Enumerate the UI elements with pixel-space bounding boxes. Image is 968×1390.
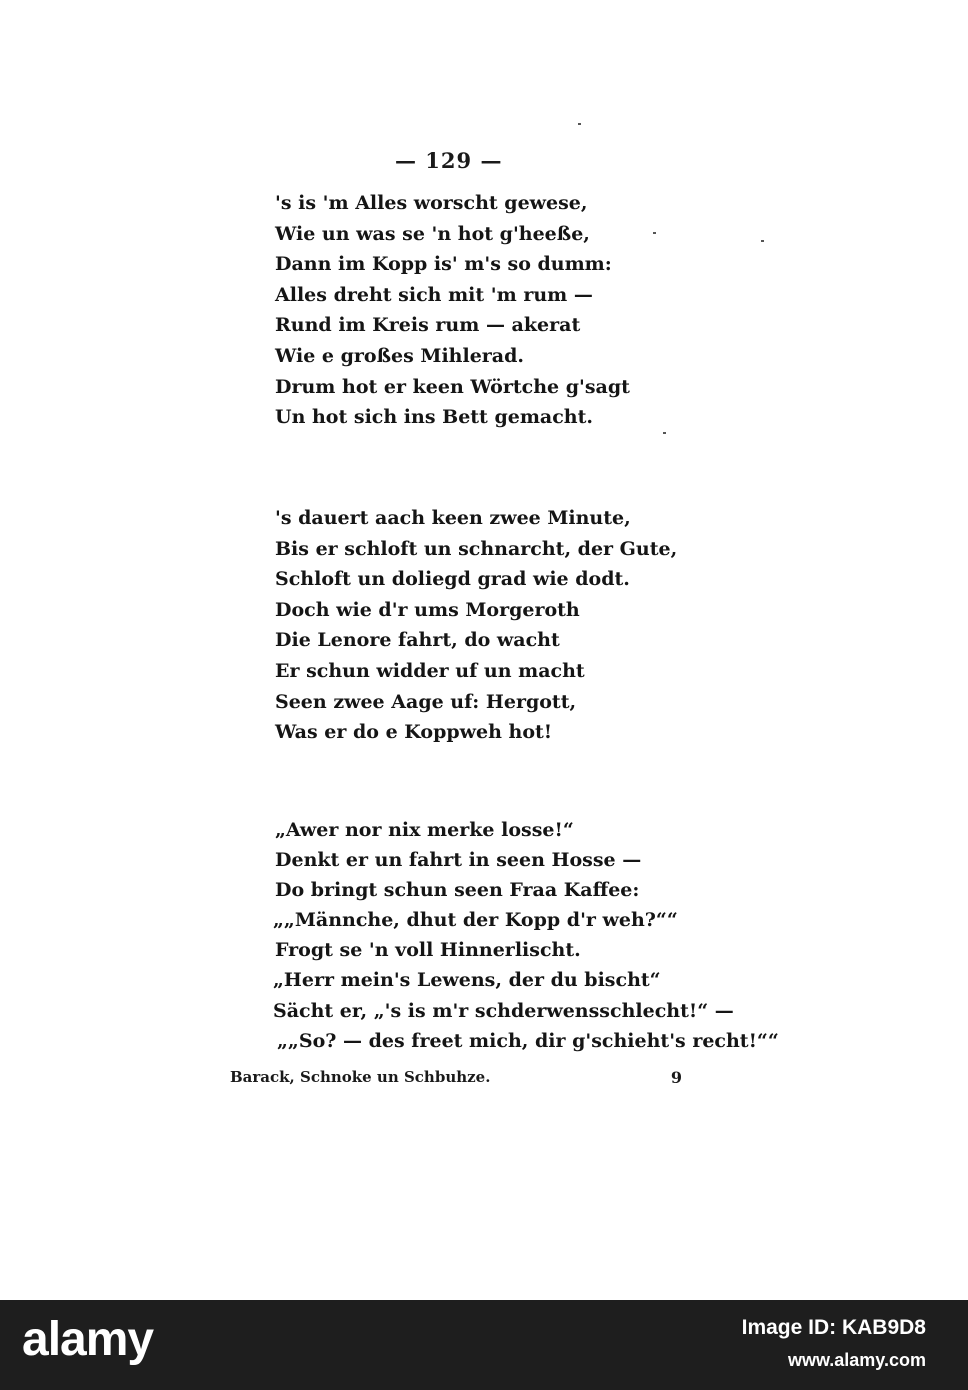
page-footer (230, 1068, 682, 1086)
stanza-3 (273, 815, 779, 1056)
verse-line: Wie e großes Mihlerad. (275, 344, 525, 367)
verse-line: „„So? — des freet mich, dir g'schieht's recht!““ (277, 1029, 779, 1052)
book-title: Barack, Schnoke un Schbuhze. (230, 1068, 491, 1086)
scan-speck (663, 432, 666, 434)
verse-line: 's dauert aach keen zwee Minute, (275, 507, 631, 529)
verse-line: Drum hot er keen Wörtche g'sagt (275, 375, 630, 398)
verse-line: Do bringt schun seen Fraa Kaffee: (275, 879, 640, 902)
verse-line: Rund im Kreis rum — akerat (275, 314, 581, 337)
verse-line: Sächt er, „'s is m'r schderwensschlecht!“ — (273, 999, 734, 1022)
verse-line: Die Lenore fahrt, do wacht (275, 629, 560, 652)
verse-line: Un hot sich ins Bett gemacht. (275, 406, 594, 429)
verse-line: „Herr mein's Lewens, der du bischt“ (273, 969, 661, 992)
verse-line: Er schun widder uf un macht (275, 659, 585, 682)
verse-line: Frogt se 'n voll Hinnerlischt. (275, 939, 581, 962)
stanza-2 (275, 503, 677, 748)
scan-speck (761, 240, 764, 242)
stanza-1 (275, 188, 630, 433)
verse-line: Bis er schloft un schnarcht, der Gute, (275, 537, 678, 560)
verse-line: „Awer nor nix merke losse!“ (275, 819, 574, 841)
verse-line: Dann im Kopp is' m's so dumm: (275, 253, 612, 276)
verse-line: Wie un was se 'n hot g'heeße, (275, 222, 590, 245)
signature-mark: 9 (670, 1068, 682, 1087)
verse-line: Alles dreht sich mit 'm rum — (275, 283, 593, 306)
verse-line: Schloft un doliegd grad wie dodt. (275, 568, 630, 591)
scan-speck (653, 232, 656, 234)
verse-line: „„Männche, dhut der Kopp d'r weh?““ (273, 909, 678, 932)
verse-line: Was er do e Koppweh hot! (275, 721, 553, 744)
scan-speck (578, 123, 581, 125)
site-url: www.alamy.com (787, 1350, 926, 1370)
verse-line: Seen zwee Aage uf: Hergott, (275, 690, 577, 713)
verse-line: Denkt er un fahrt in seen Hosse — (275, 849, 642, 872)
watermark-banner (0, 1300, 968, 1390)
verse-line: 's is 'm Alles worscht gewese, (275, 192, 588, 214)
brand-logo: alamy (22, 1313, 154, 1366)
image-id: Image ID: KAB9D8 (741, 1316, 926, 1339)
verse-line: Doch wie d'r ums Morgeroth (275, 598, 580, 621)
page-number: — 129 — (395, 148, 503, 173)
